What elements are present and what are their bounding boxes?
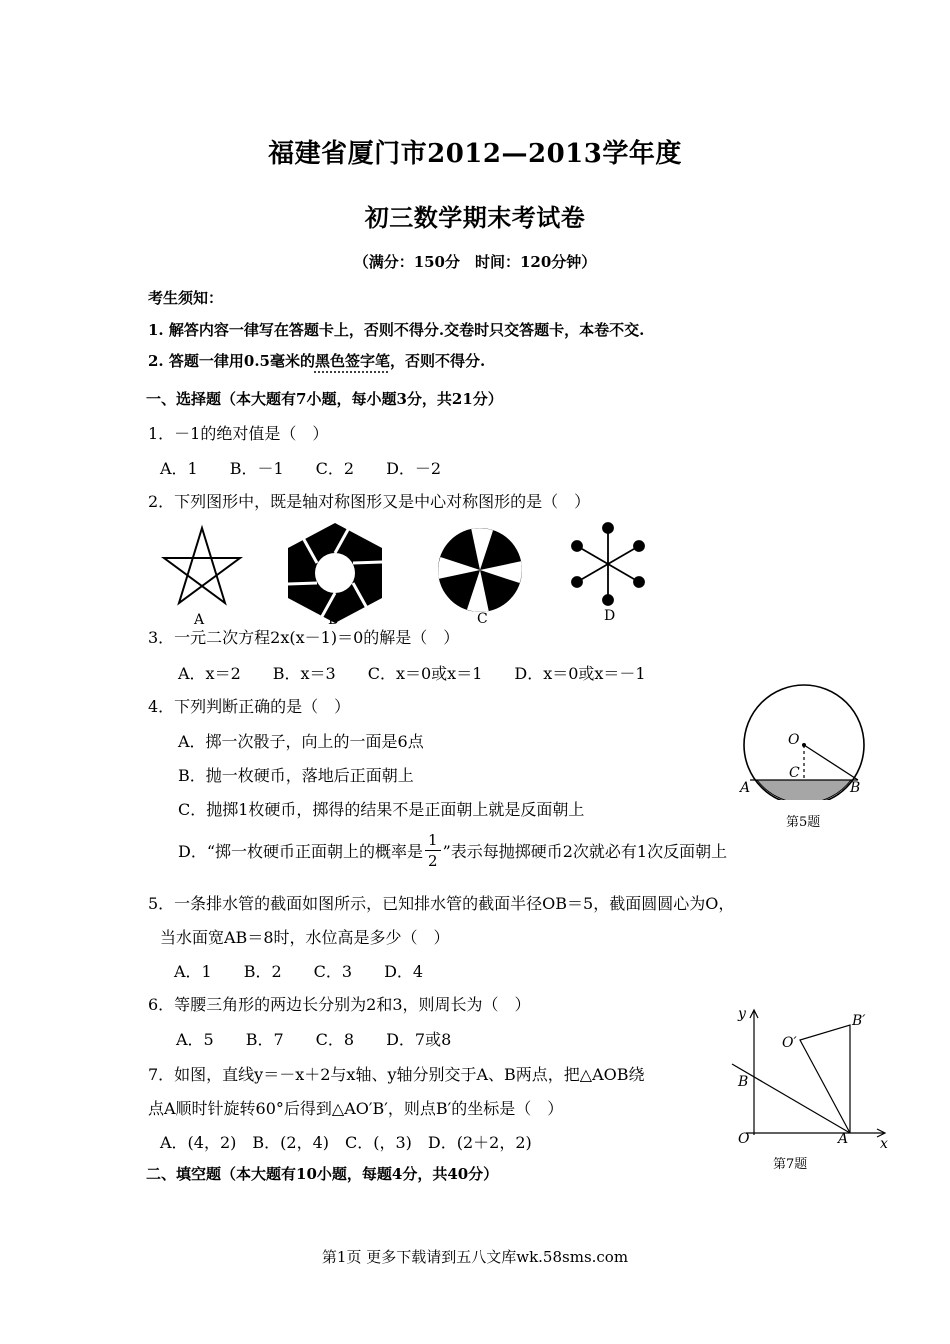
hexagon-pinwheel-figure [288, 523, 382, 623]
q1-stem: 1．－1的绝对值是（ ） [148, 424, 329, 443]
page-footer: 第1页 更多下载请到五八文库wk.58sms.com [321, 1248, 629, 1266]
fig7-label-y: y [738, 1006, 746, 1022]
fraction-numerator: 1 [425, 830, 441, 851]
fig7-caption: 第7题 [773, 1157, 808, 1172]
notice-item-2 [148, 350, 485, 371]
fig7-label-b-prime: B′ [852, 1013, 866, 1029]
exam-info: （满分：150分 时间：120分钟） [353, 253, 597, 271]
section-1-heading: 一、选择题（本大题有7小题，每小题3分，共21分） [146, 390, 503, 408]
q7-line-2: 点A顺时针旋转60°后得到△AO′B′，则点B′的坐标是（ ） [148, 1099, 564, 1118]
probability-fraction [425, 830, 441, 871]
center-o [802, 743, 806, 747]
notice-item-2-suffix: ，否则不得分. [390, 352, 486, 370]
q2-figures [150, 518, 670, 630]
figure-7-rotation [726, 1005, 896, 1155]
fig7-label-o-prime: O′ [782, 1035, 797, 1051]
q2-label-a: A [194, 612, 205, 628]
fig5-label-a: A [740, 780, 751, 796]
fig7-label-o: O [738, 1131, 750, 1147]
notice-item-1: 1. 解答内容一律写在答题卡上，否则不得分.交卷时只交答题卡，本卷不交. [148, 321, 645, 339]
q4-option-a: A．掷一次骰子，向上的一面是6点 [178, 732, 424, 751]
q5-line-2: 当水面宽AB＝8时，水位高是多少（ ） [160, 928, 450, 947]
q4-option-b: B．抛一枚硬币，落地后正面朝上 [178, 766, 414, 785]
q2-label-c: C [477, 611, 488, 627]
q5-line-1: 5．一条排水管的截面如图所示，已知排水管的截面半径OB＝5，截面圆圆心为O， [148, 894, 735, 913]
fig7-label-b: B [738, 1074, 749, 1090]
q3-options: A．x＝2 B．x＝3 C．x＝0或x＝1 D．x＝0或x＝－1 [178, 664, 646, 683]
fig7-label-x: x [880, 1136, 888, 1152]
q7-line-1: 7．如图，直线y＝－x＋2与x轴、y轴分别交于A、B两点，把△AOB绕 [148, 1065, 645, 1084]
fig5-caption: 第5题 [786, 815, 821, 830]
water-segment [757, 780, 851, 800]
pentagram-figure [164, 528, 240, 603]
notice-item-2-prefix: 2. 答题一律用0.5毫米的 [148, 352, 315, 370]
q2-label-b: B [328, 612, 339, 628]
radius-ob [804, 745, 858, 780]
q3-stem: 3．一元二次方程2x(x－1)＝0的解是（ ） [148, 628, 460, 647]
triangle-ao-b-prime [800, 1025, 850, 1133]
fig5-label-o: O [788, 732, 800, 748]
q4-option-d [178, 830, 727, 871]
line-ab [732, 1064, 850, 1133]
q7-options: A．(4，2) B．(2，4) C．(，3) D．(2＋2，2) [160, 1133, 532, 1152]
q6-options: A．5 B．7 C．8 D．7或8 [176, 1030, 452, 1049]
q2-stem: 2．下列图形中，既是轴对称图形又是中心对称图形的是（ ） [148, 492, 591, 511]
pinwheel-figure [430, 520, 530, 620]
q4-stem: 4．下列判断正确的是（ ） [148, 697, 351, 716]
notice-item-2-emphasis: 黑色签字笔 [314, 352, 390, 370]
q5-options: A．1 B．2 C．3 D．4 [174, 962, 424, 981]
fig5-label-c: C [789, 765, 800, 781]
fig5-label-b: B [850, 780, 861, 796]
q1-options: A．1 B．－1 C．2 D．－2 [160, 459, 442, 478]
q4-option-d-prefix: D．“掷一枚硬币正面朝上的概率是 [178, 842, 424, 861]
q2-label-d: D [604, 608, 616, 624]
section-2-heading: 二、填空题（本大题有10小题，每题4分，共40分） [146, 1165, 499, 1183]
fraction-denominator: 2 [428, 852, 438, 870]
q6-stem: 6．等腰三角形的两边长分别为2和3，则周长为（ ） [148, 995, 531, 1014]
title-line-2: 初三数学期末考试卷 [364, 203, 586, 232]
fig7-label-a: A [838, 1131, 849, 1147]
q4-option-c: C．抛掷1枚硬币，掷得的结果不是正面朝上就是反面朝上 [178, 800, 585, 819]
q4-option-d-suffix: ”表示每抛掷硬币2次就必有1次反面朝上 [442, 842, 728, 861]
six-spoke-figure [572, 523, 644, 605]
notice-heading: 考生须知： [148, 289, 224, 307]
title-line-1: 福建省厦门市2012—2013学年度 [268, 139, 682, 169]
